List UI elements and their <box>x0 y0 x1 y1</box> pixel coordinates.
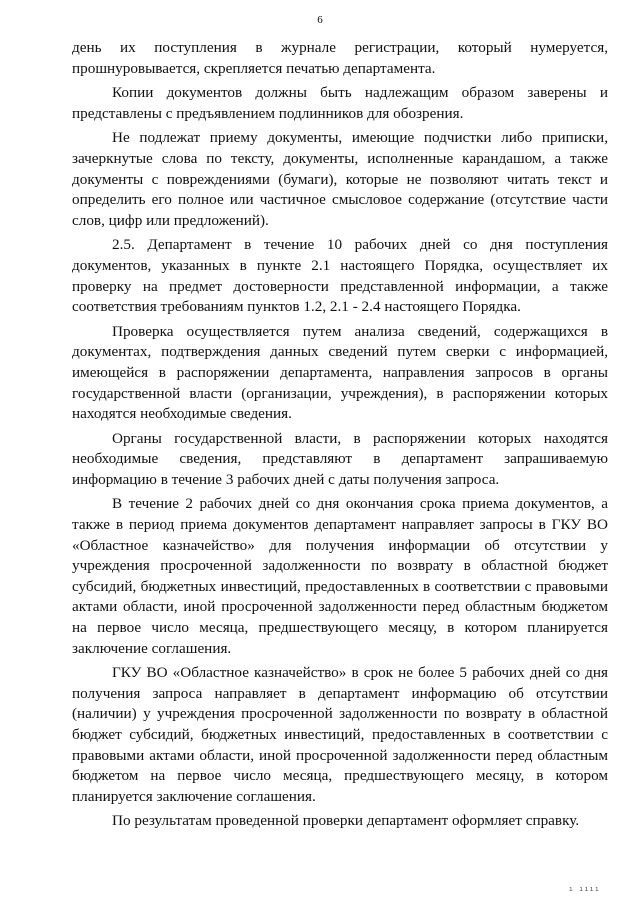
paragraph: Проверка осуществляется путем анализа сведений, содержащихся в документах, подтверждения данных сведений путем сверки с информацией, имеющейся в распоряжении департамента, направления запросов в органы государственной власти (организации, учреждения), в распоряжении которых находятся необходимые сведения. <box>72 322 608 423</box>
paragraph: Органы государственной власти, в распоряжении которых находятся необходимые сведения, представляют в департамент запрашиваемую информацию в течение 3 рабочих дней с даты получения запроса. <box>72 429 608 488</box>
paragraph: В течение 2 рабочих дней со дня окончания срока приема документов, а также в период приема документов департамент направляет запросы в ГКУ ВО «Областное казначейство» для получения информации об отсутствии у учреждения просроченной задолженности по возврату в областной бюджет субсидий, бюджетных инвестиций, предоставленных в соответствии с правовыми актами области, иной просроченной задолженности перед областным бюджетом на первое число месяца, предшествующего месяцу, в котором планируется заключение соглашения. <box>72 495 608 657</box>
paragraph: 2.5. Департамент в течение 10 рабочих дней со дня поступления документов, указанных в пункте 2.1 настоящего Порядка, осуществляет их проверку на предмет достоверности представленной информации, а также соответствия требованиям пунктов 1.2, 2.1 - 2.4 настоящего Порядка. <box>72 236 608 316</box>
document-body <box>72 38 608 836</box>
page-number: 6 <box>317 14 323 26</box>
paragraph: Не подлежат приему документы, имеющие подчистки либо приписки, зачеркнутые слова по тексту, документы, исполненные карандашом, а также документы с повреждениями (бумаги), которые не позволяют читать текст и определить его полное или частичное смысловое содержание (отсутствие части слов, цифр или предложений). <box>72 129 608 229</box>
paragraph: По результатам проведенной проверки департамент оформляет справку. <box>112 812 580 830</box>
paragraph: день их поступления в журнале регистрации, который нумеруется, прошнуровывается, скрепляется печатью департамента. <box>72 39 608 77</box>
paragraph: ГКУ ВО «Областное казначейство» в срок не более 5 рабочих дней со дня получения запроса направляет в департамент информацию об отсутствии (наличии) у учреждения просроченной задолженности по возврату в областной бюджет субсидий, бюджетных инвестиций, предоставленных в соответствии с правовыми актами области, иной просроченной задолженности перед областным бюджетом на первое число месяца, предшествующего месяцу, в котором планируется заключение соглашения. <box>72 664 608 805</box>
paragraph: Копии документов должны быть надлежащим образом заверены и представлены с предъявлением подлинников для обозрения. <box>72 84 608 122</box>
scan-mark: ı ıııı <box>568 885 600 893</box>
